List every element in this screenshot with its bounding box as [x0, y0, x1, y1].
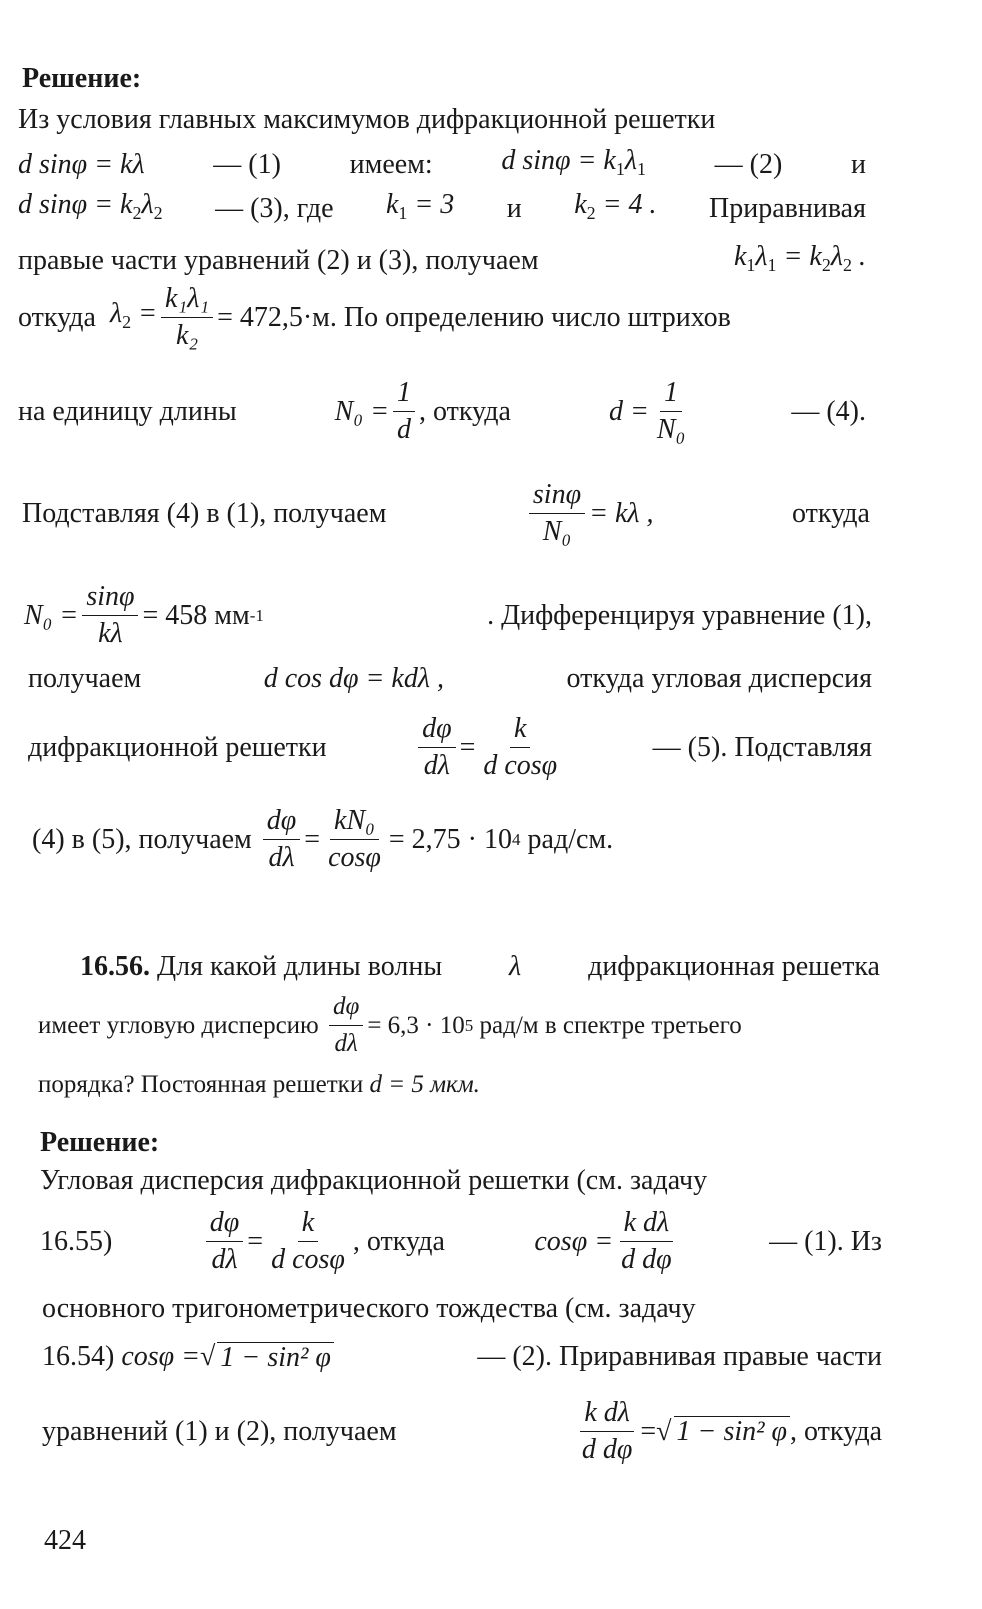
text-line: Из условия главных максимумов дифракционной решетки — [18, 104, 716, 135]
text-line: уравнений (1) и (2), получаем $\frac{\text{k dλ}}{\text{d dφ}}$ = √ 1 − sin² φ , откуда — [42, 1397, 882, 1465]
fraction: $\frac{\text{kN₀}}{\cos\varphi}$ — [328, 805, 381, 873]
text-line: основного тригонометрического тождества (см. задачу — [42, 1293, 696, 1324]
solution-heading: Решение: — [22, 63, 142, 94]
text-line: получаем d cos dφ = kdλ , откуда угловая дисперсия — [28, 663, 872, 694]
text-line: d sinφ = kλ — (1) имеем: d $\sin\varphi = k_1\lambda_1$ — (2) и — [18, 145, 866, 180]
problem-statement-line: имеет угловую дисперсию $\frac{d\varphi}{d\lambda}$ = 6,3 · 10 5 рад/м в спектре третьего — [38, 990, 742, 1061]
square-root: 1 − sin² φ — [674, 1416, 790, 1447]
problem-statement-line: 16.56. Для какой длины волны λ дифракционная решетка — [80, 951, 880, 982]
fraction: $\frac{\sin\varphi}{\text{N₀}}$ — [529, 478, 585, 549]
text-line: (4) в (5), получаем $\frac{d\varphi}{d\lambda}$ = $\frac{\text{kN₀}}{\cos\varphi}$ = 2,75 · 10 4 рад/см. — [32, 805, 614, 873]
text-line: N₀ = $\frac{\sin\varphi}{k\lambda}$ = 458 мм -1 . Дифференцируя уравнение (1), — [24, 581, 872, 649]
problem-number: 16.56. — [80, 951, 150, 982]
text-line: Подставляя (4) в (1), получаем $\frac{\sin\varphi}{\text{N₀}}$ = kλ , откуда — [22, 479, 870, 547]
problem-statement-line: порядка? Постоянная решетки d = 5 мкм. — [38, 1071, 480, 1098]
fraction: $\frac{\text{k dλ}}{\text{d dφ}}$ — [621, 1207, 672, 1275]
text-line: откуда $\lambda_2$ = $\frac{\text{k₁λ₁}}{\text{k₂}}$ = 472,5·м. По определению число штрихов — [18, 283, 731, 351]
fraction: $\frac{d\varphi}{d\lambda}$ — [418, 712, 456, 783]
text-line: 16.54) cosφ = √ 1 − sin² φ — (2). Приравнивая правые части — [42, 1341, 882, 1373]
fraction: $\frac{\text{k dλ}}{\text{d dφ}}$ — [581, 1397, 633, 1465]
fraction: $\frac{k}{\text{d cosφ}}$ — [271, 1207, 345, 1275]
text-line: Угловая дисперсия дифракционной решетки (см. задачу — [40, 1165, 708, 1196]
text-line: d $\sin\varphi = k_2\lambda_2$ — (3), где $k_1 = 3$ и $k_2 = 4$ . Приравнивая — [18, 189, 866, 224]
text-line: на единицу длины N₀ = $\frac{1}{d}$ , откуда d = $\frac{1}{\text{N₀}}$ — (4). — [18, 377, 866, 445]
fraction: $\frac{\sin\varphi}{k\lambda}$ — [82, 580, 138, 651]
fraction: $\frac{\text{k₁λ₁}}{\text{k₂}}$ — [161, 282, 213, 353]
square-root: 1 − sin² φ — [217, 1342, 333, 1373]
text-line: дифракционной решетки $\frac{d\varphi}{d\lambda}$ = $\frac{k}{\text{d cosφ}}$ — (5). Подставляя — [28, 713, 872, 781]
fraction: $\frac{d\varphi}{d\lambda}$ — [206, 1206, 244, 1277]
fraction: $\frac{d\varphi}{d\lambda}$ — [329, 990, 363, 1061]
fraction: $\frac{1}{d}$ — [393, 376, 415, 447]
text-line: 16.55) $\frac{d\varphi}{d\lambda}$ = $\frac{k}{\text{d cosφ}}$ , откуда cosφ = $\frac{\text{k dλ}}{\text{d dφ}}$ — (1). Из — [40, 1207, 882, 1275]
solution-heading: Решение: — [40, 1127, 160, 1158]
text-line: правые части уравнений (2) и (3), получаем $k_1\lambda_1 = k_2\lambda_2$ . — [18, 241, 866, 276]
page-number: 424 — [44, 1525, 86, 1556]
fraction: $\frac{d\varphi}{d\lambda}$ — [263, 804, 301, 875]
fraction: $\frac{k}{\text{d cosφ}}$ — [483, 713, 558, 781]
fraction: $\frac{1}{\text{N₀}}$ — [656, 377, 686, 445]
